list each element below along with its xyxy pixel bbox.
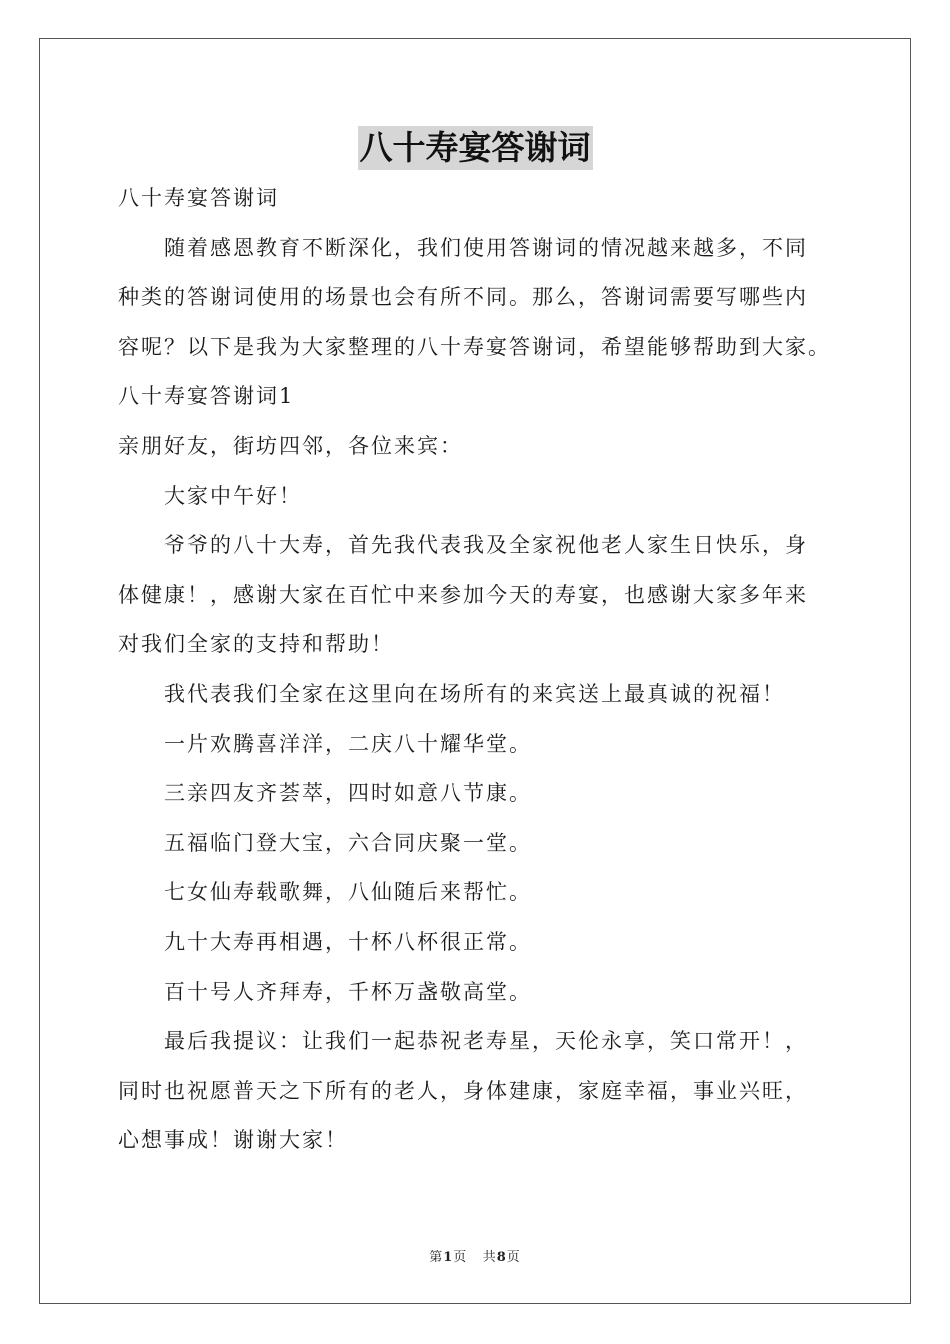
total-suffix: 页 — [506, 1250, 521, 1265]
text-line: 百十号人齐拜寿，千杯万盏敬高堂。 — [164, 979, 532, 1004]
page-prefix: 第 — [429, 1250, 444, 1265]
text-line: 亲朋好友，街坊四邻，各位来宾： — [118, 433, 463, 458]
title-container — [0, 126, 950, 170]
text-line: 爷爷的八十大寿，首先我代表我及全家祝他老人家生日快乐，身 — [164, 533, 808, 558]
text-line: 八十寿宴答谢词 — [118, 186, 279, 210]
document-body — [118, 174, 848, 1166]
text-line: 五福临门登大宝，六合同庆聚一堂。 — [164, 830, 532, 855]
text-line: 容呢？以下是我为大家整理的八十寿宴答谢词，希望能够帮助到大家。 — [118, 334, 831, 359]
text-line: 七女仙寿载歌舞，八仙随后来帮忙。 — [164, 880, 532, 905]
text-line: 八十寿宴答谢词1 — [118, 384, 295, 409]
text-line: 三亲四友齐荟萃，四时如意八节康。 — [164, 781, 532, 806]
text-line: 随着感恩教育不断深化，我们使用答谢词的情况越来越多，不同 — [164, 235, 808, 260]
page-number: 1 — [443, 1250, 454, 1265]
text-line: 同时也祝愿普天之下所有的老人，身体建康，家庭幸福，事业兴旺， — [118, 1078, 808, 1103]
text-line: 最后我提议：让我们一起恭祝老寿星，天伦永享，笑口常开！， — [164, 1029, 808, 1054]
document-title: 八十寿宴答谢词 — [358, 126, 593, 170]
text-line: 心想事成！谢谢大家！ — [118, 1128, 348, 1153]
text-line: 大家中午好！ — [164, 483, 302, 508]
total-prefix: 共 — [482, 1250, 497, 1265]
page-footer — [0, 1246, 950, 1265]
text-line: 种类的答谢词使用的场景也会有所不同。那么，答谢词需要写哪些内 — [118, 285, 808, 310]
text-line: 对我们全家的支持和帮助！ — [118, 632, 394, 657]
page-suffix: 页 — [453, 1250, 468, 1265]
total-pages: 8 — [496, 1250, 507, 1265]
text-line: 体健康！，感谢大家在百忙中来参加今天的寿宴，也感谢大家多年来 — [118, 582, 808, 607]
text-line: 一片欢腾喜洋洋，二庆八十耀华堂。 — [164, 731, 532, 756]
text-line: 我代表我们全家在这里向在场所有的来宾送上最真诚的祝福！ — [164, 681, 785, 706]
text-line: 九十大寿再相遇，十杯八杯很正常。 — [164, 929, 532, 954]
